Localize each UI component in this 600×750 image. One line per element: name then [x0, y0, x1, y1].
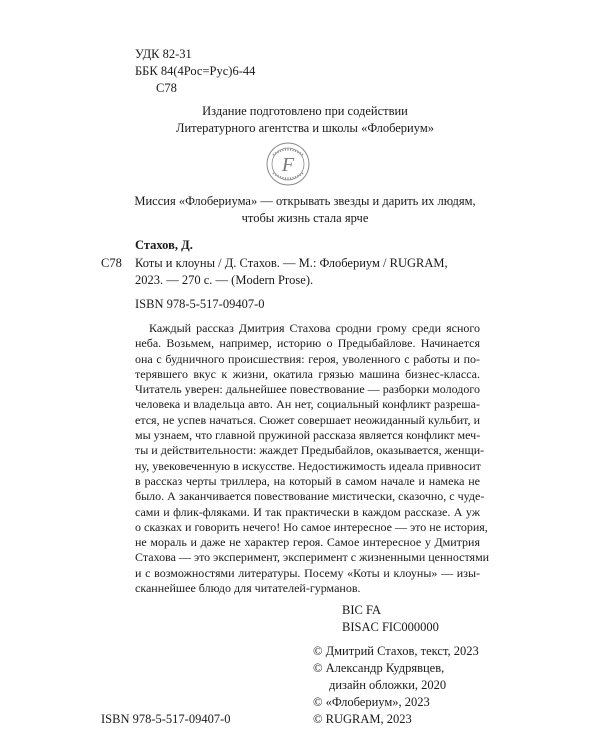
annotation-line: человека и владельца авто. Ан нет, социальный конфликт разреша- — [135, 397, 480, 412]
bic-code: BIC FA — [342, 603, 382, 617]
prepared-line-2: Литературного агентства и школы «Флобериум» — [175, 121, 434, 135]
copyright-line: © RUGRAM, 2023 — [313, 712, 412, 726]
annotation-line: Читатель уверен: дальнейшее повествование — разборки молодого — [135, 382, 480, 397]
annotation-line: сканнейшее блюдо для читателей-гурманов. — [135, 581, 361, 596]
annotation-line: мы узнаем, что главной пружиной рассказа является конфликт меч- — [135, 428, 481, 443]
mission-line-2: чтобы жизнь стала ярче — [241, 211, 369, 225]
author-mark: С78 — [156, 81, 177, 95]
annotation-line: в рассказ черты триллера, на который в самом начале и намека не — [135, 473, 480, 488]
copyright-line: © «Флобериум», 2023 — [313, 695, 430, 709]
annotation-line: о сказках и говорить нечего! Но самое интересное — это не история, — [135, 519, 488, 534]
catalog-mark: С78 — [101, 256, 122, 270]
isbn-top: ISBN 978-5-517-09407-0 — [135, 297, 265, 311]
annotation-line: неба. Возьмем, например, историю о Предыбайлове. Начинается — [135, 336, 480, 351]
author-name: Стахов, Д. — [135, 238, 193, 252]
annotation-line: ется, не успев начаться. Сюжет совершает неожиданный кульбит, и — [135, 412, 480, 427]
logo-letter: F — [281, 154, 295, 176]
annotation-line: было. А заканчивается повествование мистически, сказочно, с чуде- — [135, 489, 485, 504]
bibliographic-line-2: 2023. — 270 с. — (Modern Prose). — [135, 273, 314, 287]
annotation-line: терявшего вкус к жизни, окатила грязью машина бизнес-класса. — [135, 366, 480, 381]
copyright-line: дизайн обложки, 2020 — [329, 678, 447, 692]
annotation-line: она с будничного происшествия: героя, уволенного с работы и по- — [135, 351, 480, 366]
annotation-line: ты и действительности: жаждет Предыбайлов, оказывается, женщи- — [135, 443, 485, 458]
floberium-emblem-svg — [265, 141, 311, 187]
annotation-line: ну, увековеченную в искусстве. Недостижимость идеала привносит — [135, 458, 481, 473]
isbn-bottom: ISBN 978-5-517-09407-0 — [101, 712, 231, 726]
copyright-line: © Дмитрий Стахов, текст, 2023 — [313, 644, 479, 658]
bibliographic-line-1: Коты и клоуны / Д. Стахов. — М.: Флобериум / RUGRAM, — [135, 256, 448, 270]
annotation-line: не мораль и даже не характер героя. Самое интересное у Дмитрия — [135, 535, 480, 550]
mission-line-1: Миссия «Флобериума» — открывать звезды и дарить их людям, — [134, 194, 476, 208]
annotation-line: сами и флик-фляками. И так практически в каждом рассказе. А уж — [135, 504, 480, 519]
bbk-code: ББК 84(4Рос=Рус)6-44 — [135, 64, 256, 78]
bisac-code: BISAC FIC000000 — [342, 620, 439, 634]
copyright-line: © Александр Кудрявцев, — [313, 661, 445, 675]
annotation-line: Стахова — это эксперимент, эксперимент с жизненными ценностями — [135, 550, 490, 565]
annotation-line: Каждый рассказ Дмитрия Стахова сродни грому среди ясного — [149, 321, 480, 335]
floberium-logo-icon — [265, 141, 311, 187]
prepared-line-1: Издание подготовлено при содействии — [202, 104, 408, 118]
annotation-line: и с возможностями литературы. Посему «Коты и клоуны» — изы- — [135, 565, 480, 580]
annotation-text — [135, 321, 490, 596]
udk-code: УДК 82-31 — [135, 47, 192, 61]
